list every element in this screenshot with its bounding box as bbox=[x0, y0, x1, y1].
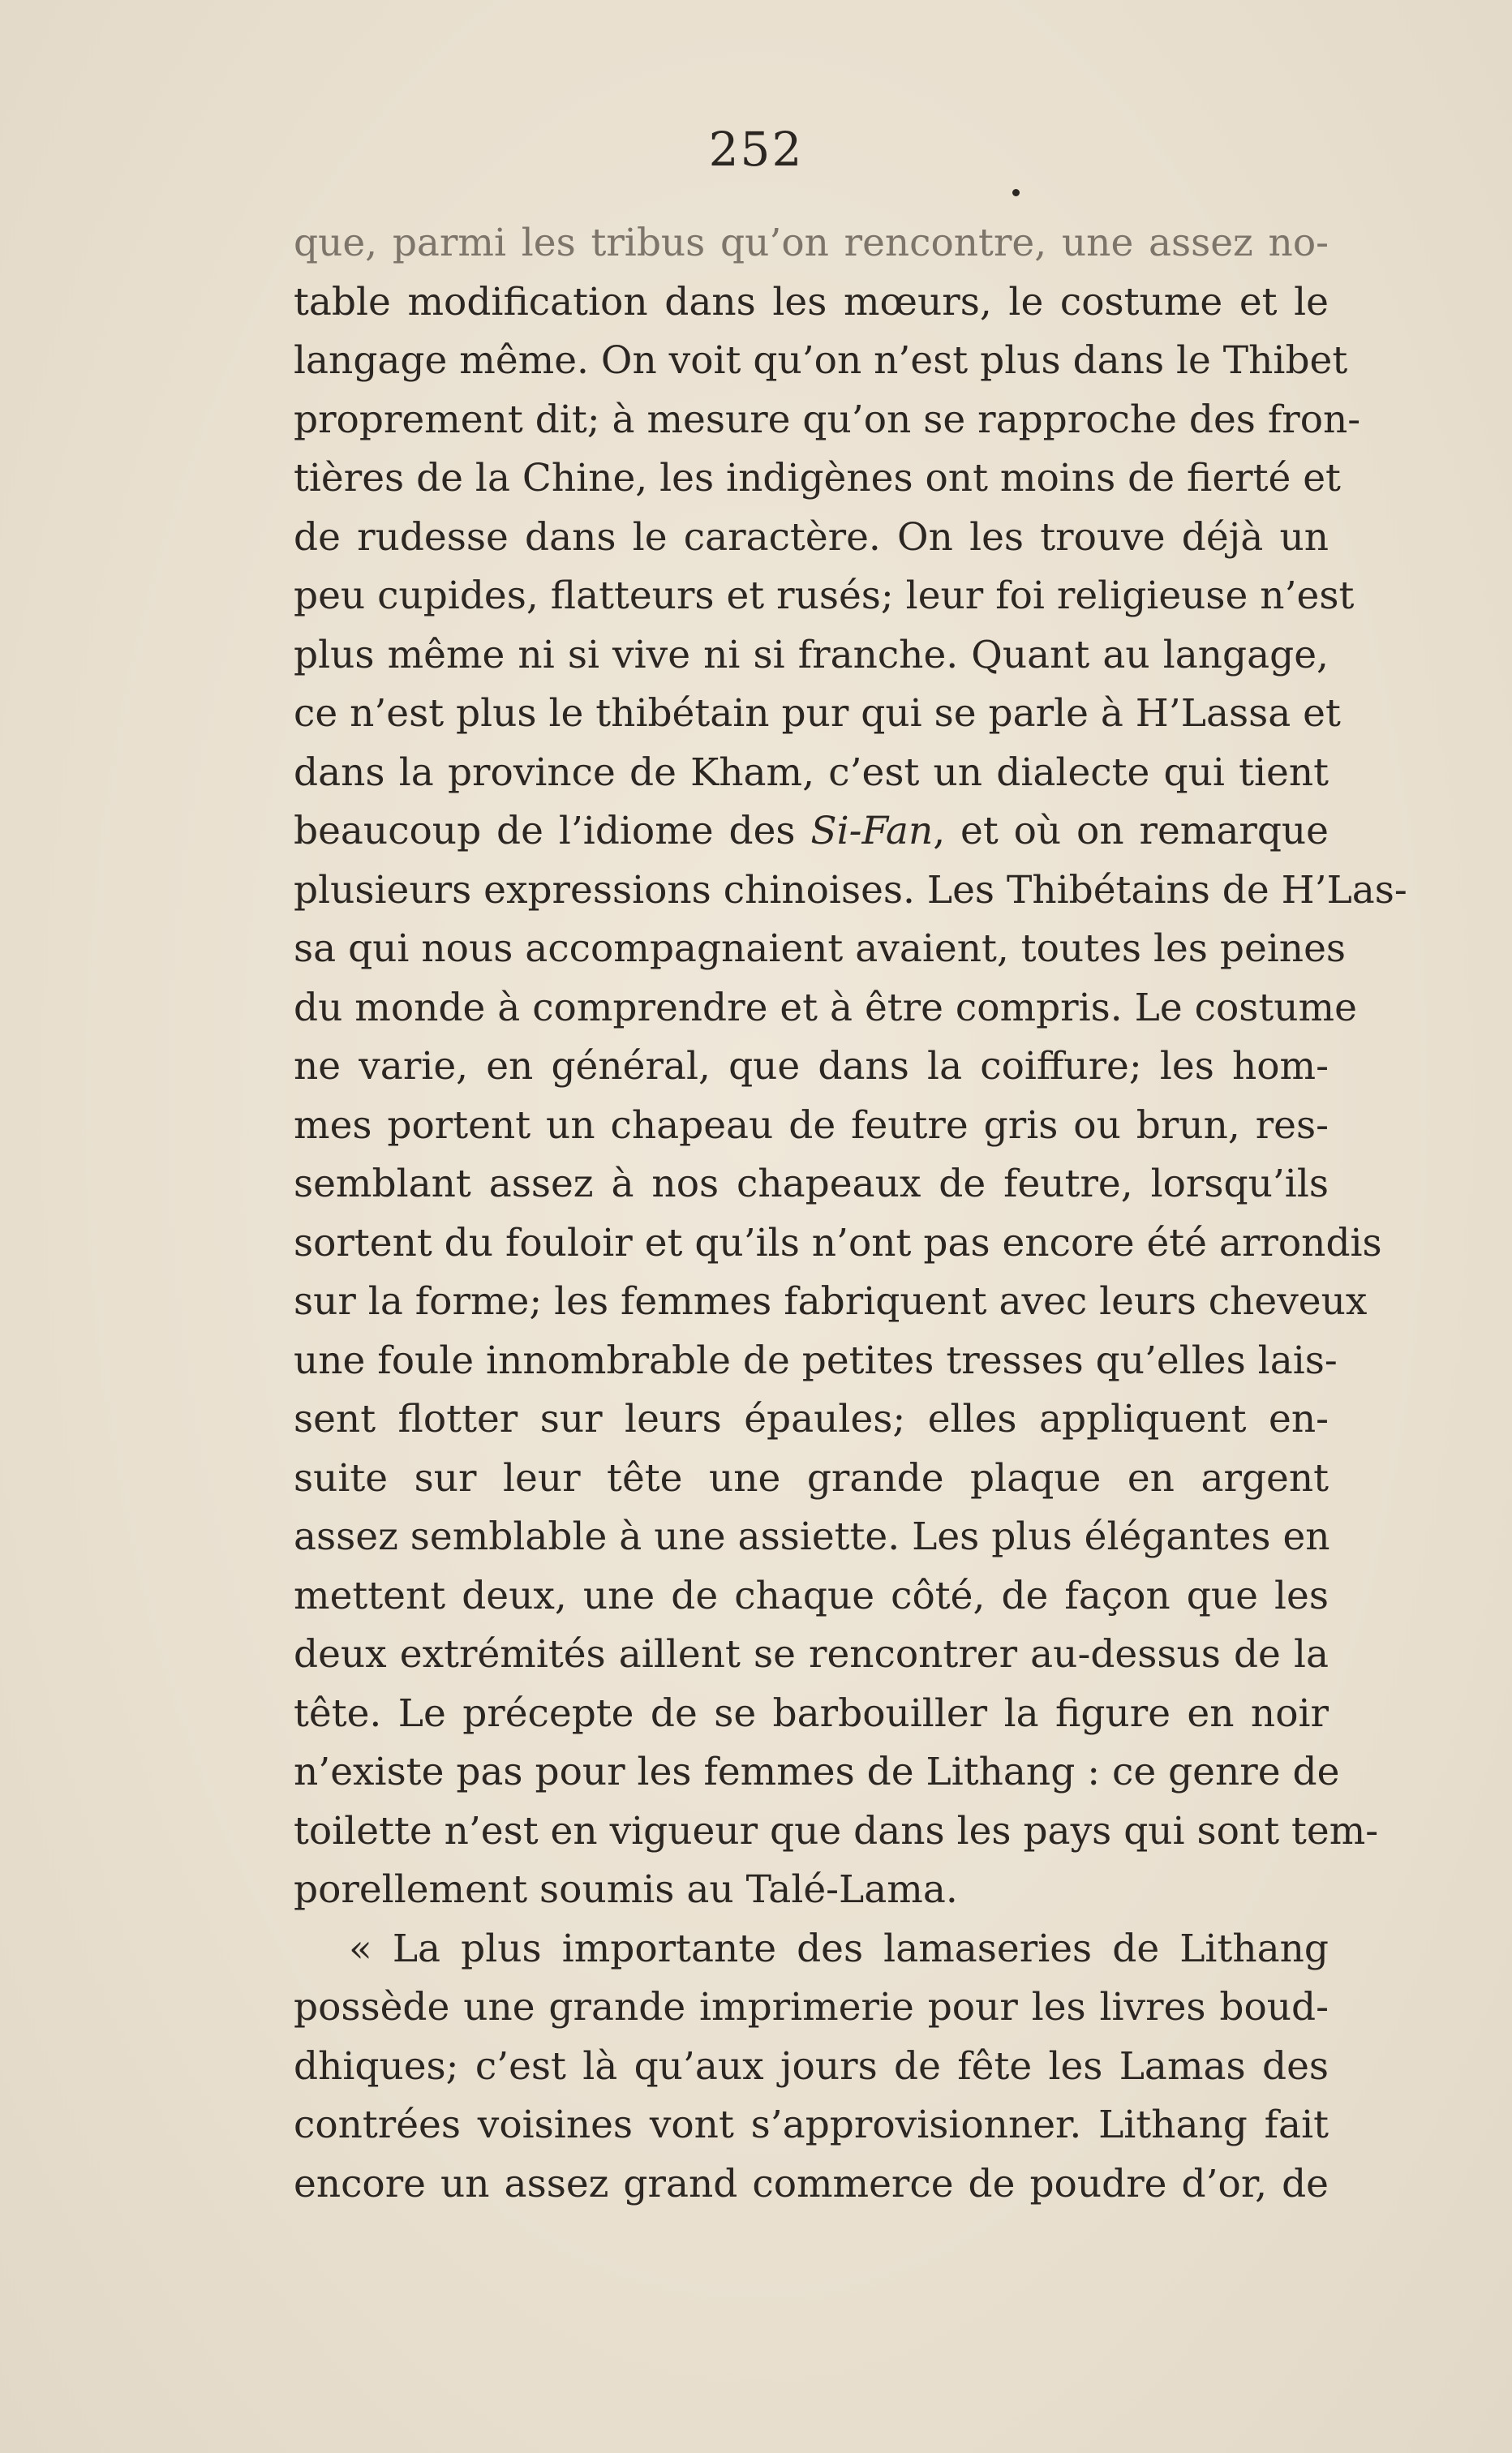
italic-term: Si-Fan bbox=[810, 809, 934, 853]
text-line: deux extrémités aillent se rencontrer au-dessus de la bbox=[294, 1632, 1329, 1677]
text-line: toilette n’est en vigueur que dans les pays qui sont tem- bbox=[294, 1808, 1379, 1854]
text-line: mes portent un chapeau de feutre gris ou brun, res- bbox=[294, 1102, 1329, 1148]
printer-dot-mark bbox=[1012, 189, 1020, 196]
text-line: que, parmi les tribus qu’on rencontre, une assez no- bbox=[294, 221, 1329, 265]
text-line: plus même ni si vive ni si franche. Quant au langage, bbox=[294, 632, 1329, 677]
text-line: suite sur leur tête une grande plaque en argent bbox=[294, 1455, 1329, 1501]
page-number: 252 bbox=[708, 122, 804, 177]
text-line: dhiques; c’est là qu’aux jours de fête les Lamas des bbox=[294, 2043, 1329, 2089]
text-line-with-italic bbox=[294, 802, 1329, 861]
text-line: plusieurs expressions chinoises. Les Thibétains de H’Las- bbox=[294, 867, 1407, 913]
text-line: sortent du fouloir et qu’ils n’ont pas encore été arrondis bbox=[294, 1220, 1382, 1265]
text-line: tières de la Chine, les indigènes ont moins de fierté et bbox=[294, 456, 1341, 500]
text-line: une foule innombrable de petites tresses qu’elles lais- bbox=[294, 1338, 1338, 1383]
text-line: ce n’est plus le thibétain pur qui se parle à H’Lassa et bbox=[294, 691, 1341, 736]
text-line: sent flotter sur leurs épaules; elles appliquent en- bbox=[294, 1397, 1329, 1441]
text-line: proprement dit; à mesure qu’on se rapproche des fron- bbox=[294, 397, 1361, 442]
text-line: tête. Le précepte de se barbouiller la figure en noir bbox=[294, 1690, 1329, 1736]
paragraph-start-line: « La plus importante des lamaseries de Lithang bbox=[349, 1926, 1329, 1971]
text-line: du monde à comprendre et à être compris. Le costume bbox=[294, 985, 1357, 1030]
text-line: de rudesse dans le caractère. On les trouve déjà un bbox=[294, 514, 1329, 560]
text-line: table modification dans les mœurs, le costume et le bbox=[294, 279, 1329, 324]
text-line: mettent deux, une de chaque côté, de façon que les bbox=[294, 1573, 1329, 1618]
text-segment: , et où on remarque bbox=[933, 809, 1329, 853]
text-line: peu cupides, flatteurs et rusés; leur foi religieuse n’est bbox=[294, 574, 1355, 618]
text-line: dans la province de Kham, c’est un dialecte qui tient bbox=[294, 750, 1329, 795]
text-line: sa qui nous accompagnaient avaient, toutes les peines bbox=[294, 926, 1346, 971]
text-line: encore un assez grand commerce de poudre d’or, de bbox=[294, 2161, 1329, 2206]
text-line: possède une grande imprimerie pour les livres boud- bbox=[294, 1985, 1329, 2030]
text-line: n’existe pas pour les femmes de Lithang : ce genre de bbox=[294, 1750, 1340, 1794]
text-line: ne varie, en général, que dans la coiffure; les hom- bbox=[294, 1044, 1329, 1089]
text-line: semblant assez à nos chapeaux de feutre, lorsqu’ils bbox=[294, 1162, 1329, 1206]
text-segment: beaucoup de l’idiome des bbox=[294, 809, 811, 853]
text-line: langage même. On voit qu’on n’est plus dans le Thibet bbox=[294, 338, 1348, 383]
text-line: sur la forme; les femmes fabriquent avec leurs cheveux bbox=[294, 1279, 1368, 1324]
paragraph-end-line: porellement soumis au Talé-Lama. bbox=[294, 1867, 958, 1912]
body-text bbox=[294, 214, 1407, 2214]
text-line: contrées voisines vont s’approvisionner. Lithang fait bbox=[294, 2103, 1329, 2147]
text-line: assez semblable à une assiette. Les plus élégantes en bbox=[294, 1514, 1330, 1559]
